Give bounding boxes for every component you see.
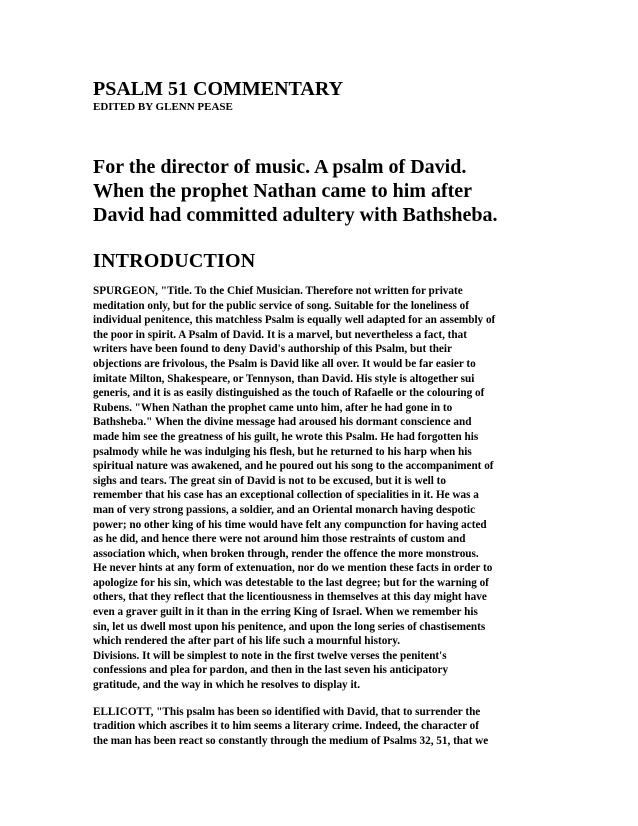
text-line: the man has been react so constantly through the medium of Psalms 32, 51, that we: [93, 734, 489, 747]
text-line: even a graver guilt in it than in the erring King of Israel. When we remember his: [93, 606, 478, 619]
psalm-superscription: [93, 155, 553, 227]
superscription-line: When the prophet Nathan came to him after: [93, 180, 473, 202]
text-line: writers have been found to deny David's authorship of this Psalm, but their: [93, 343, 452, 356]
text-line: generis, and it is as easily distinguished as the touch of Rafaelle or the colouring of: [93, 387, 485, 400]
text-line: association which, when broken through, render the offence the more monstrous.: [93, 547, 479, 560]
text-line: ELLICOTT, "This psalm has been so identified with David, that to surrender the: [93, 705, 481, 718]
text-line: SPURGEON, "Title. To the Chief Musician. Therefore not written for private: [93, 285, 463, 297]
text-line: tradition which ascribes it to him seems a literary crime. Indeed, the character of: [93, 720, 479, 733]
text-line: objections are frivolous, the Psalm is David like all over. It would be far easier to: [93, 357, 476, 370]
ellicott-paragraph: [93, 705, 553, 749]
text-line: confessions and plea for pardon, and then in the last seven his anticipatory: [93, 664, 449, 677]
text-line: apologize for his sin, which was detestable to the last degree; but for the warning of: [93, 576, 489, 589]
superscription-line: For the director of music. A psalm of David.: [93, 156, 467, 178]
text-line: Bathsheba." When the divine message had aroused his dormant conscience and: [93, 416, 472, 429]
text-line: sin, let us dwell most upon his penitence, and upon the long series of chastisements: [93, 620, 486, 633]
text-line: imitate Milton, Shakespeare, or Tennyson, than David. His style is altogether sui: [93, 372, 475, 385]
spurgeon-paragraph: [93, 284, 553, 693]
text-line: individual penitence, this matchless Psalm is equally well adapted for an assembly of: [93, 314, 496, 327]
text-line: He never hints at any form of extenuation, nor do we mention these facts in order to: [93, 562, 493, 575]
text-line: others, that they reflect that the licentiousness in themselves at this day might have: [93, 591, 487, 604]
text-line: gratitude, and the way in which he resolves to display it.: [93, 679, 361, 692]
section-heading-introduction: INTRODUCTION: [93, 250, 256, 272]
text-line: man of very strong passions, a soldier, and an Oriental monarch having despotic: [93, 503, 476, 516]
superscription-line: David had committed adultery with Bathsheba.: [93, 204, 498, 226]
page-content: [93, 78, 553, 748]
text-line: psalmody while he was indulging his flesh, but he returned to his harp when his: [93, 445, 472, 458]
text-line: the poor in spirit. A Psalm of David. It is a marvel, but nevertheless a fact, that: [93, 328, 467, 341]
text-line: spiritual nature was awakened, and he poured out his song to the accompaniment of: [93, 460, 494, 473]
text-line: power; no other king of his time would have felt any compunction for having acted: [93, 518, 487, 531]
text-line: sighs and tears. The great sin of David is not to be excused, but it is well to: [93, 474, 446, 487]
text-line: made him see the greatness of his guilt, he wrote this Psalm. He had forgotten his: [93, 430, 479, 443]
document-subtitle: EDITED BY GLENN PEASE: [93, 101, 233, 113]
text-line: meditation only, but for the public service of song. Suitable for the loneliness of: [93, 299, 469, 312]
text-line: remember that his case has an exceptional collection of specialities in it. He was a: [93, 489, 479, 502]
document-title: PSALM 51 COMMENTARY: [93, 78, 344, 100]
text-line: Divisions. It will be simplest to note in the first twelve verses the penitent's: [93, 649, 447, 662]
text-line: which rendered the after part of his life such a mournful history.: [93, 635, 401, 648]
text-line: Rubens. "When Nathan the prophet came unto him, after he had gone in to: [93, 401, 453, 414]
text-line: as he did, and hence there were not around him those restraints of custom and: [93, 533, 466, 546]
